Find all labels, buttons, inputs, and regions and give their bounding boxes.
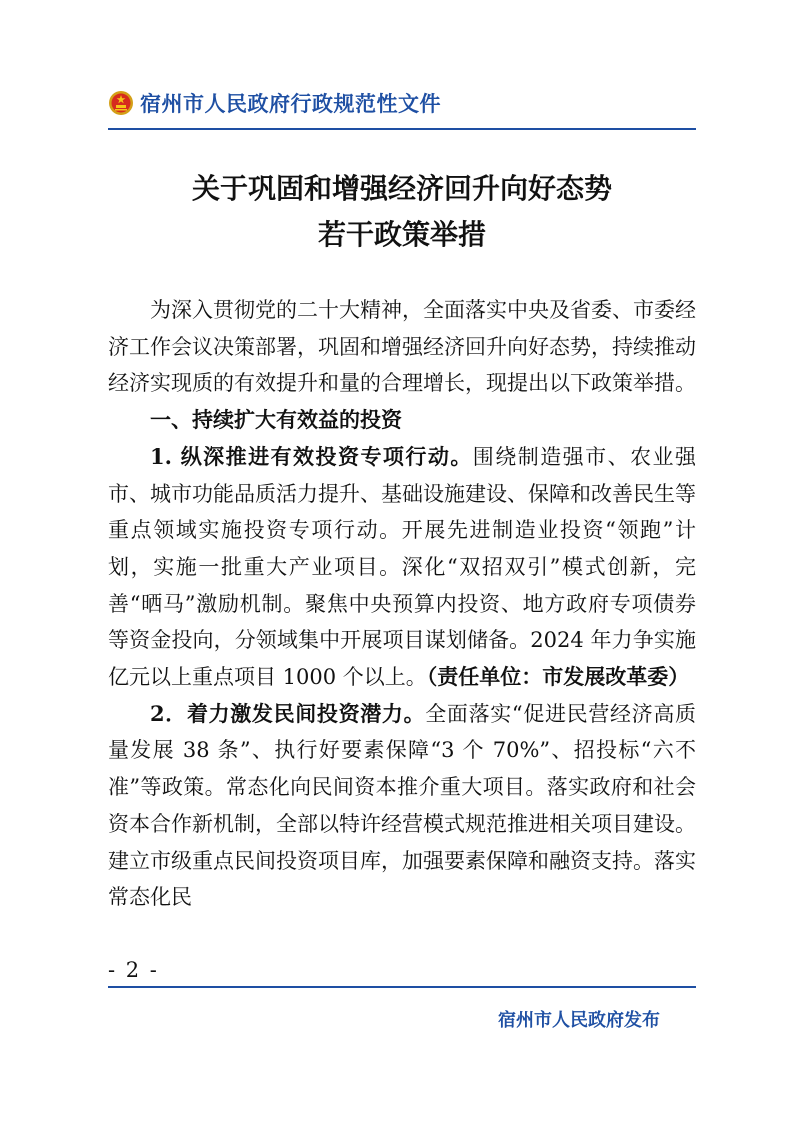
header-title: 宿州市人民政府行政规范性文件 [140,92,441,116]
national-emblem-icon [108,90,134,116]
section-heading: 一、持续扩大有效益的投资 [150,408,402,433]
document-title [108,166,696,258]
document-header [108,86,441,120]
footer-divider [108,986,696,988]
publisher-label: 宿州市人民政府发布 [498,1010,660,1031]
intro-paragraph: 为深入贯彻党的二十大精神，全面落实中央及省委、市委经济工作会议决策部署，巩固和增强经济回升向好态势，持续推动经济实现质的有效提升和量的合理增长，现提出以下政策举措。 [108,298,696,396]
header-divider [108,128,696,130]
item-1-responsibility: （责任单位：市发展改革委） [426,664,690,690]
document-title-line-2: 若干政策举措 [317,218,486,251]
item-2-body: 全面落实“促进民营经济高质量发展 38 条”、执行好要素保障“3 个 70%”、招投标“六不准”等政策。常态化向民间资本推介重大项目。落实政府和社会资本合作新机制，全部以特许经营模式规范推进相关项目建设。建立市级重点民间投资项目库，加强要素保障和融资支持。落实常态化民 [108,701,696,910]
item-1-paragraph [108,439,696,696]
item-2-lead: 2．着力激发民间投资潜力。 [150,700,426,726]
item-1-body: 围绕制造强市、农业强市、城市功能品质活力提升、基础设施建设、保障和改善民生等重点领域实施投资专项行动。开展先进制造业投资“领跑”计划，实施一批重大产业项目。深化“双招双引”模式创新，完善“晒马”激励机制。聚焦中央预算内投资、地方政府专项债券等资金投向，分领域集中开展项目谋划储备。2024 年力争实施亿元以上重点项目 1000 个以上。 [108,444,697,690]
page-number: - 2 - [108,958,159,982]
item-1-lead: 1. 纵深推进有效投资专项行动。 [150,443,473,469]
document-title-line-1: 关于巩固和增强经济回升向好态势 [191,172,612,205]
item-2-paragraph [108,696,696,916]
document-body [108,292,696,916]
